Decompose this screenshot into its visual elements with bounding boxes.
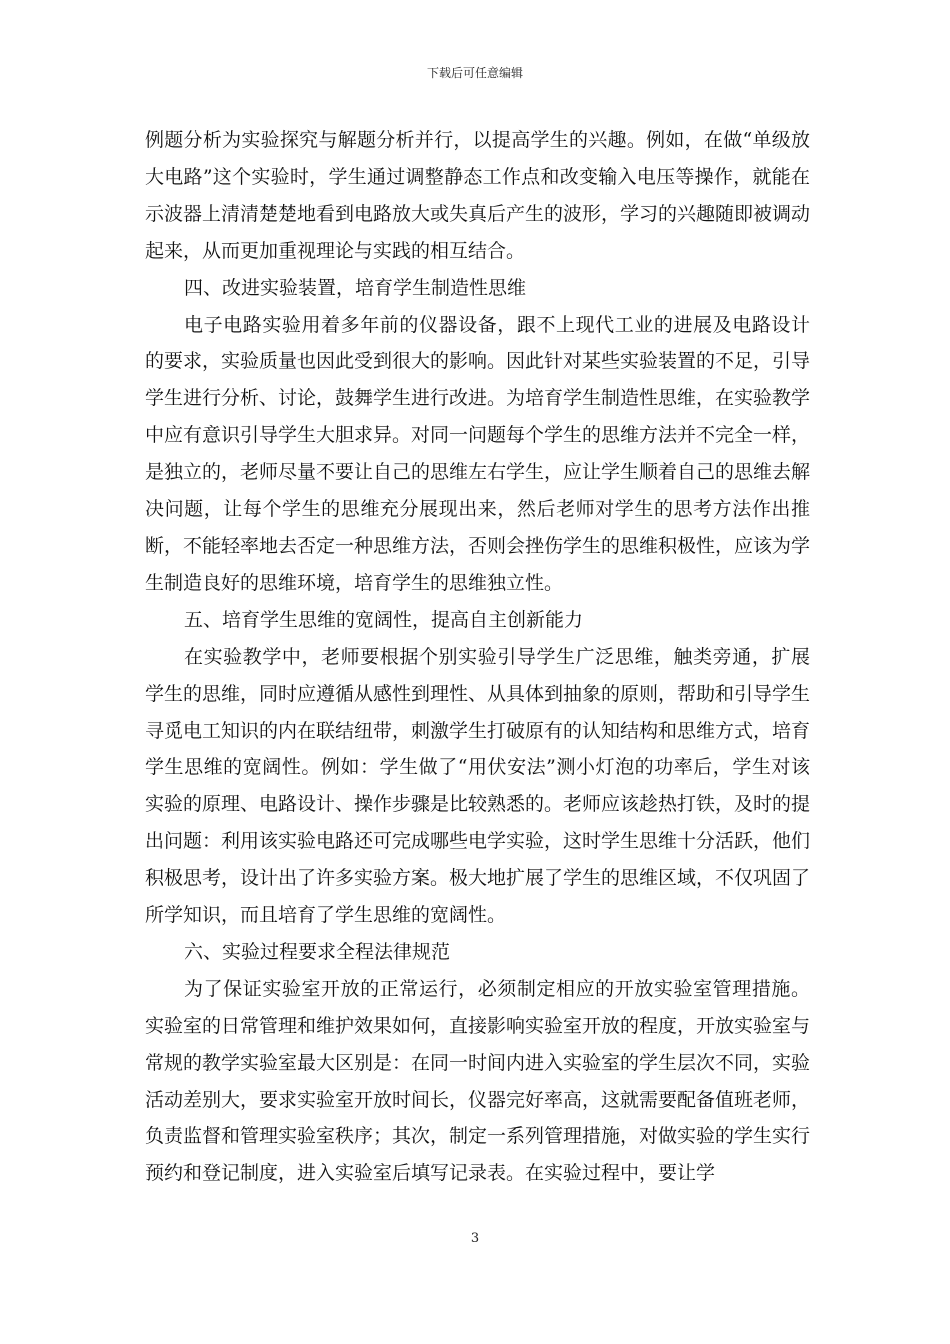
section-heading-4: 四、改进实验装置，培育学生制造性思维 — [184, 276, 527, 299]
paragraph-section-5: 在实验教学中，老师要根据个别实验引导学生广泛思维，触类旁通，扩展学生的思维，同时应遵循从感性到理性、从具体到抽象的原则，帮助和引导学生寻觅电工知识的内在联结纽带，刺激学生打破原有的认知结构和思维方式，培育学生思维的宽阔性。例如：学生做了“用伏安法”测小灯泡的功率后，学生对该实验的原理、电路设计、操作步骤是比较熟悉的。老师应该趁热打铁，及时的提出问题：利用该实验电路还可完成哪些电学实验，这时学生思维十分活跃，他们积极思考，设计出了许多实验方案。极大地扩展了学生的思维区域，不仅巩固了所学知识，而且培育了学生思维的宽阔性。 — [145, 645, 811, 927]
document-body — [145, 122, 810, 1192]
section-heading-5: 五、培育学生思维的宽阔性，提高自主创新能力 — [184, 608, 584, 631]
paragraph-section-6: 为了保证实验室开放的正常运行，必须制定相应的开放实验室管理措施。实验室的日常管理和维护效果如何，直接影响实验室开放的程度，开放实验室与常规的教学实验室最大区别是：在同一时间内进入实验室的学生层次不同，实验活动差别大，要求实验室开放时间长，仪器完好率高，这就需要配备值班老师，负责监督和管理实验室秩序；其次，制定一系列管理措施，对做实验的学生实行预约和登记制度，进入实验室后填写记录表。在实验过程中，要让学 — [145, 977, 811, 1185]
paragraph-section-4: 电子电路实验用着多年前的仪器设备，跟不上现代工业的进展及电路设计的要求，实验质量也因此受到很大的影响。因此针对某些实验装置的不足，引导学生进行分析、讨论，鼓舞学生进行改进。为培育学生制造性思维，在实验教学中应有意识引导学生大胆求异。对同一问题每个学生的思维方法并不完全一样，是独立的，老师尽量不要让自己的思维左右学生，应让学生顺着自己的思维去解决问题，让每个学生的思维充分展现出来，然后老师对学生的思考方法作出推断，不能轻率地去否定一种思维方法，否则会挫伤学生的思维积极性，应该为学生制造良好的思维环境，培育学生的思维独立性。 — [145, 313, 811, 594]
page-number: 3 — [470, 1231, 480, 1246]
page-header: 下载后可任意编辑 — [426, 66, 523, 80]
section-heading-6: 六、实验过程要求全程法律规范 — [184, 940, 451, 963]
paragraph-continuation: 例题分析为实验探究与解题分析并行，以提高学生的兴趣。例如，在做“单级放大电路”这个实验时，学生通过调整静态工作点和改变输入电压等操作，就能在示波器上清清楚楚地看到电路放大或失真后产生的波形，学习的兴趣随即被调动起来，从而更加重视理论与实践的相互结合。 — [145, 129, 811, 262]
